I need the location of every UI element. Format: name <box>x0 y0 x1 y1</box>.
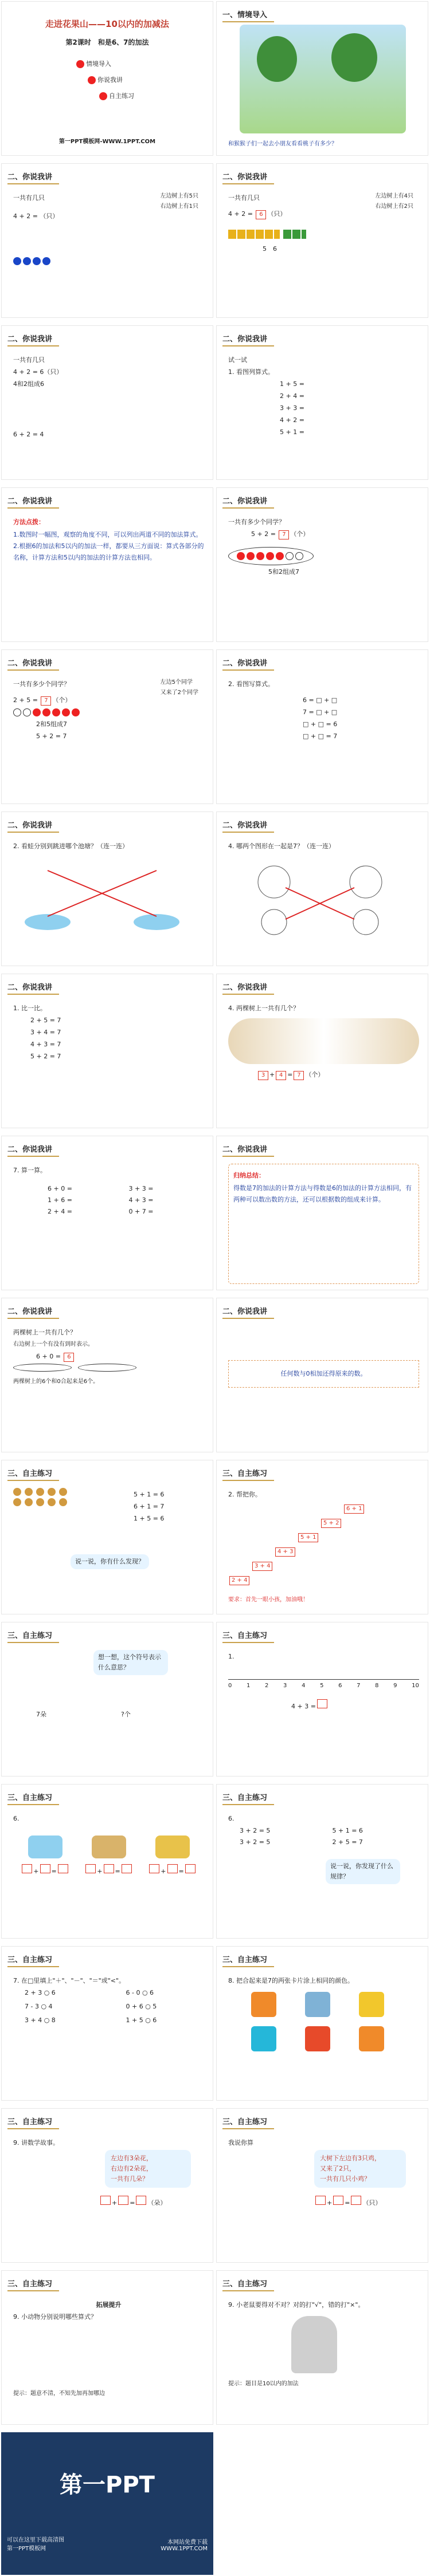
mouse-illustration <box>291 2316 337 2373</box>
scene-illustration <box>240 25 406 133</box>
slide-22: 三、自主练习 6. + = + = + = <box>1 1784 213 1939</box>
card[interactable] <box>251 1992 276 2017</box>
empty-group <box>78 1364 136 1372</box>
footnote: 提示：题目是10以内的加法 <box>228 2381 299 2387</box>
bullet-icon <box>99 92 107 100</box>
slide-28: 三、自主练习 拓展提升 9. 小动物分别说明哪些算式？ 提示：题意不清，不知先加再加哪边 <box>1 2270 213 2425</box>
slide-20: 三、自主练习 想一想，这个符号表示什么意思？ 7朵 ?个 <box>1 1622 213 1777</box>
cover-menu <box>76 56 134 104</box>
footnote: 提示：题意不清，不知先加再加哪边 <box>13 2390 105 2397</box>
slide-7 <box>216 487 428 642</box>
section-title: 拓展提升 <box>96 2301 122 2309</box>
method-text: 1.数图时一幅图，观察的角度不同，可以列出两道不同的加法算式。2.根据6的加法和5以内的加法一样，都要从三方面说：算式各部分的名称，计算方法和5以内的加法的计算方法也相同。 <box>13 531 204 561</box>
cover-title: 走进花果山——10以内的加减法 <box>45 19 169 29</box>
slide-18: 三、自主练习 5 + 1 = 6 6 + 1 = 7 1 + 5 = 6 说一说，你有什么发现？ <box>1 1460 213 1614</box>
slide-heading: 三、自主练习 <box>7 1632 53 1640</box>
slide-heading: 二、你说我讲 <box>222 1145 268 1154</box>
card[interactable] <box>359 2026 384 2051</box>
number-line: 0 1 2 3 4 5 6 7 8 9 10 <box>228 1679 419 1691</box>
slide-heading: 三、自主练习 <box>7 2118 53 2126</box>
dots-row <box>13 256 204 266</box>
task-label: 试一试 <box>228 356 247 364</box>
slide-heading: 三、自主练习 <box>222 1794 268 1802</box>
slide-16: 二、你说我讲 两棵树上一共有几个？ 右边树上一个有没有到时表示。 6 + 0 = 6 两棵树上的6个和0合起来是6个。 <box>1 1298 213 1452</box>
end-slide: 第一PPT 可以在这里下载高清图 第一PPT模板网 本网站免费下载 WWW.1PPT.COM <box>1 2432 213 2575</box>
slide-9: 二、你说我讲 2. 看图写算式。 6 = □ + □ 7 = □ + □ □ + □ = 6 □ + □ = 7 <box>216 649 428 804</box>
slide-10 <box>1 812 213 966</box>
slide-19 <box>216 1460 428 1614</box>
dot-group <box>228 547 314 565</box>
slide-heading: 二、你说我讲 <box>7 1145 53 1154</box>
slide-heading: 二、你说我讲 <box>7 1307 53 1316</box>
speech-bubble: 说一说，你发现了什么规律？ <box>326 1859 400 1884</box>
rule-text: 任何数与0相加还得原来的数。 <box>228 1360 419 1388</box>
equation-list: 1 + 5 = 2 + 4 = 3 + 3 = 4 + 2 = 5 + 1 = <box>280 380 304 436</box>
slide-heading: 三、自主练习 <box>7 1470 53 1478</box>
card[interactable] <box>305 2026 330 2051</box>
stairs: 2 + 4 3 + 4 4 + 3 5 + 1 5 + 2 6 + 1 <box>228 1502 419 1593</box>
bullet-icon <box>76 60 84 68</box>
slide-heading: 二、你说我讲 <box>222 983 268 992</box>
bullet-icon <box>88 76 96 84</box>
brand-logo: 第一PPT <box>60 2472 155 2498</box>
slide-heading: 二、你说我讲 <box>222 335 268 344</box>
tree-icon <box>331 33 377 82</box>
slide-heading: 二、你说我讲 <box>7 983 53 992</box>
equation: 4 + 2 = 6（只） <box>13 368 63 376</box>
slide-heading: 三、自主练习 <box>7 1956 53 1964</box>
slide-heading: 三、自主练习 <box>7 1794 53 1802</box>
footnote: 要求：首先一眼小孩，加油哦！ <box>228 1597 308 1603</box>
slide-24: 三、自主练习 7. 在□里填上"＋"、"－"、"＝"或"<"。 2 + 3 ○ 6 6 - 0 ○ 6 7 - 3 ○ 4 0 + 6 ○ 5 3 + 4 ○ 8 1 + 5 ○ 6 <box>1 1946 213 2101</box>
slide-23: 三、自主练习 6. 3 + 2 = 5 5 + 1 = 6 3 + 2 = 5 2 + 5 = 7 说一说，你发现了什么规律？ <box>216 1784 428 1939</box>
slide-heading: 二、你说我讲 <box>7 173 53 182</box>
slide-heading: 三、自主练习 <box>222 1956 268 1964</box>
slide-5 <box>216 325 428 480</box>
slide-4 <box>1 325 213 480</box>
task-sub: 1. 比一比。 <box>13 1005 46 1012</box>
slide-heading: 二、你说我讲 <box>7 821 53 830</box>
question: 一共有几只 <box>228 194 260 202</box>
counts: 左边树上有5只 右边树上有1只 <box>160 193 198 210</box>
menu-item[interactable]: 你说我讲 <box>88 72 134 88</box>
slide-heading: 一、情境导入 <box>222 11 268 19</box>
slide-heading: 二、你说我讲 <box>222 821 268 830</box>
slide-heading: 二、你说我讲 <box>222 659 268 668</box>
slide-21: 三、自主练习 1. 0 1 2 3 4 5 6 7 8 9 10 4 + 3 = <box>216 1622 428 1777</box>
summary-text: 得数是7的加法的计算方法与得数是6的加法的计算方法相同，有两种可以数出数的方法，还可以根据数的组成来计算。 <box>233 1184 412 1203</box>
slide-heading: 三、自主练习 <box>7 2280 53 2289</box>
slide-14: 二、你说我讲 7. 算一算。 6 + 0 = 3 + 3 = 1 + 6 = 4 + 3 = 2 + 4 = 0 + 7 = <box>1 1136 213 1290</box>
card[interactable] <box>305 1992 330 2017</box>
note: 4和2组成6 <box>13 380 44 388</box>
tree-group <box>13 1364 72 1372</box>
slide-26: 三、自主练习 9. 讲数学故事。 左边有3朵花， 右边有2朵花， 一共有几朵？ + = （朵） <box>1 2108 213 2263</box>
cookie-grid <box>13 1488 68 1506</box>
slide-8: 二、你说我讲 一共有多少个同学？ 左边5个同学 又来了2个同学 2 + 5 = 7 （个） 2和5组成7 5 + 2 = 7 <box>1 649 213 804</box>
slide-heading: 二、你说我讲 <box>222 1307 268 1316</box>
menu-item[interactable]: 自主练习 <box>99 88 134 104</box>
slide-13 <box>216 974 428 1128</box>
note: 5和2组成7 <box>268 568 299 576</box>
equation: 6 + 0 = 6 <box>36 1352 204 1362</box>
card[interactable] <box>359 1992 384 2017</box>
slide-1 <box>216 1 428 156</box>
slide-12: 二、你说我讲 1. 比一比。 2 + 5 = 7 3 + 4 = 7 4 + 3 = 7 5 + 2 = 7 <box>1 974 213 1128</box>
task-sub: 1. 看图列算式。 <box>228 368 274 376</box>
slide-6 <box>1 487 213 642</box>
slide-15 <box>216 1136 428 1290</box>
slide-heading: 二、你说我讲 <box>7 335 53 344</box>
slide-heading: 二、你说我讲 <box>222 173 268 182</box>
tree-icon <box>257 36 297 82</box>
card[interactable] <box>251 2026 276 2051</box>
question: 一共有几只 <box>13 194 45 202</box>
equation: 4 + 2 = 6 （只） <box>228 209 419 219</box>
speech-bubble: 说一说，你有什么发现？ <box>71 1554 149 1569</box>
speech-bubble: 左边有3朵花， 右边有2朵花， 一共有几朵？ <box>105 2150 191 2188</box>
section-title: 归纳总结： <box>233 1172 265 1179</box>
tree-branches-image <box>228 1018 419 1064</box>
cover-footer: 第一PPT模板网-WWW.1PPT.COM <box>58 139 156 145</box>
slide-heading: 二、你说我讲 <box>7 659 53 668</box>
slide-27: 三、自主练习 我说你算 大树下左边有3只鸡， 又来了2只， 一共有几只小鸡？ + = （只） <box>216 2108 428 2263</box>
slide-heading: 二、你说我讲 <box>7 497 53 506</box>
frog-matching-diagram <box>13 853 197 939</box>
slide-17 <box>216 1298 428 1452</box>
question: 一共有几只 <box>13 356 45 364</box>
slide-25: 三、自主练习 8. 把合起来是7的两张卡片涂上相同的颜色。 <box>216 1946 428 2101</box>
equation: 3 + 4 = 7 （个） <box>257 1070 419 1080</box>
equation: 4 + 2 = （只） <box>13 212 59 220</box>
cover-slide <box>1 1 213 156</box>
speech-bubble: 大树下左边有3只鸡， 又来了2只， 一共有几只小鸡？ <box>314 2150 406 2188</box>
slide-heading: 三、自主练习 <box>222 2118 268 2126</box>
equation: 2 + 5 = 7 （个） <box>13 695 204 706</box>
slide-heading: 三、自主练习 <box>222 2280 268 2289</box>
task-sub: 2. 看蛙分别到跳进哪个池塘？（连一连） <box>13 842 128 850</box>
slide-2 <box>1 163 213 318</box>
task-sub: 2. 帮把你。 <box>228 1491 261 1498</box>
slide-11 <box>216 812 428 966</box>
slide-heading: 二、你说我讲 <box>222 497 268 506</box>
cube-row <box>228 230 419 242</box>
card-grid <box>251 1992 419 2051</box>
speech-bubble: 想一想，这个符号表示什么意思？ <box>93 1650 168 1675</box>
slide-heading: 三、自主练习 <box>222 1632 268 1640</box>
slide-29: 三、自主练习 9. 小老鼠要得对不对？对的打"√"，错的打"×"。 提示：题目是10以内的加法 <box>216 2270 428 2425</box>
note: 6 + 2 = 4 <box>13 431 44 438</box>
task-sub: 7. 算一算。 <box>13 1167 46 1174</box>
equation: 5 + 2 = 7 （个） <box>251 529 419 539</box>
question: 一共有多少个同学？ <box>13 680 70 688</box>
dot-row <box>13 707 204 718</box>
task-sub: 2. 看图写算式。 <box>228 680 274 688</box>
shape-matching-diagram <box>228 853 412 939</box>
question: 一共有多少个同学？ <box>228 518 285 526</box>
picture-row <box>13 1836 204 1858</box>
question: 两棵树上一共有几个？ <box>13 1329 76 1336</box>
scene-caption: 和猴猴子们一起去小朋友看看桃子有多少？ <box>228 141 337 147</box>
slide-heading: 三、自主练习 <box>222 1470 268 1478</box>
section-title: 方法点拨： <box>13 518 45 526</box>
cover-subtitle: 第2课时 和是6、7的加法 <box>65 38 149 46</box>
task-sub: 4. 哪两个图形在一起是7？（连一连） <box>228 842 335 850</box>
task-sub: 4. 两棵树上一共有几个？ <box>228 1005 299 1012</box>
slide-3: 二、你说我讲 一共有几只 左边树上有4只 右边树上有2只 4 + 2 = 6 （只） 5 6 <box>216 163 428 318</box>
menu-item[interactable]: 情境导入 <box>76 56 134 72</box>
